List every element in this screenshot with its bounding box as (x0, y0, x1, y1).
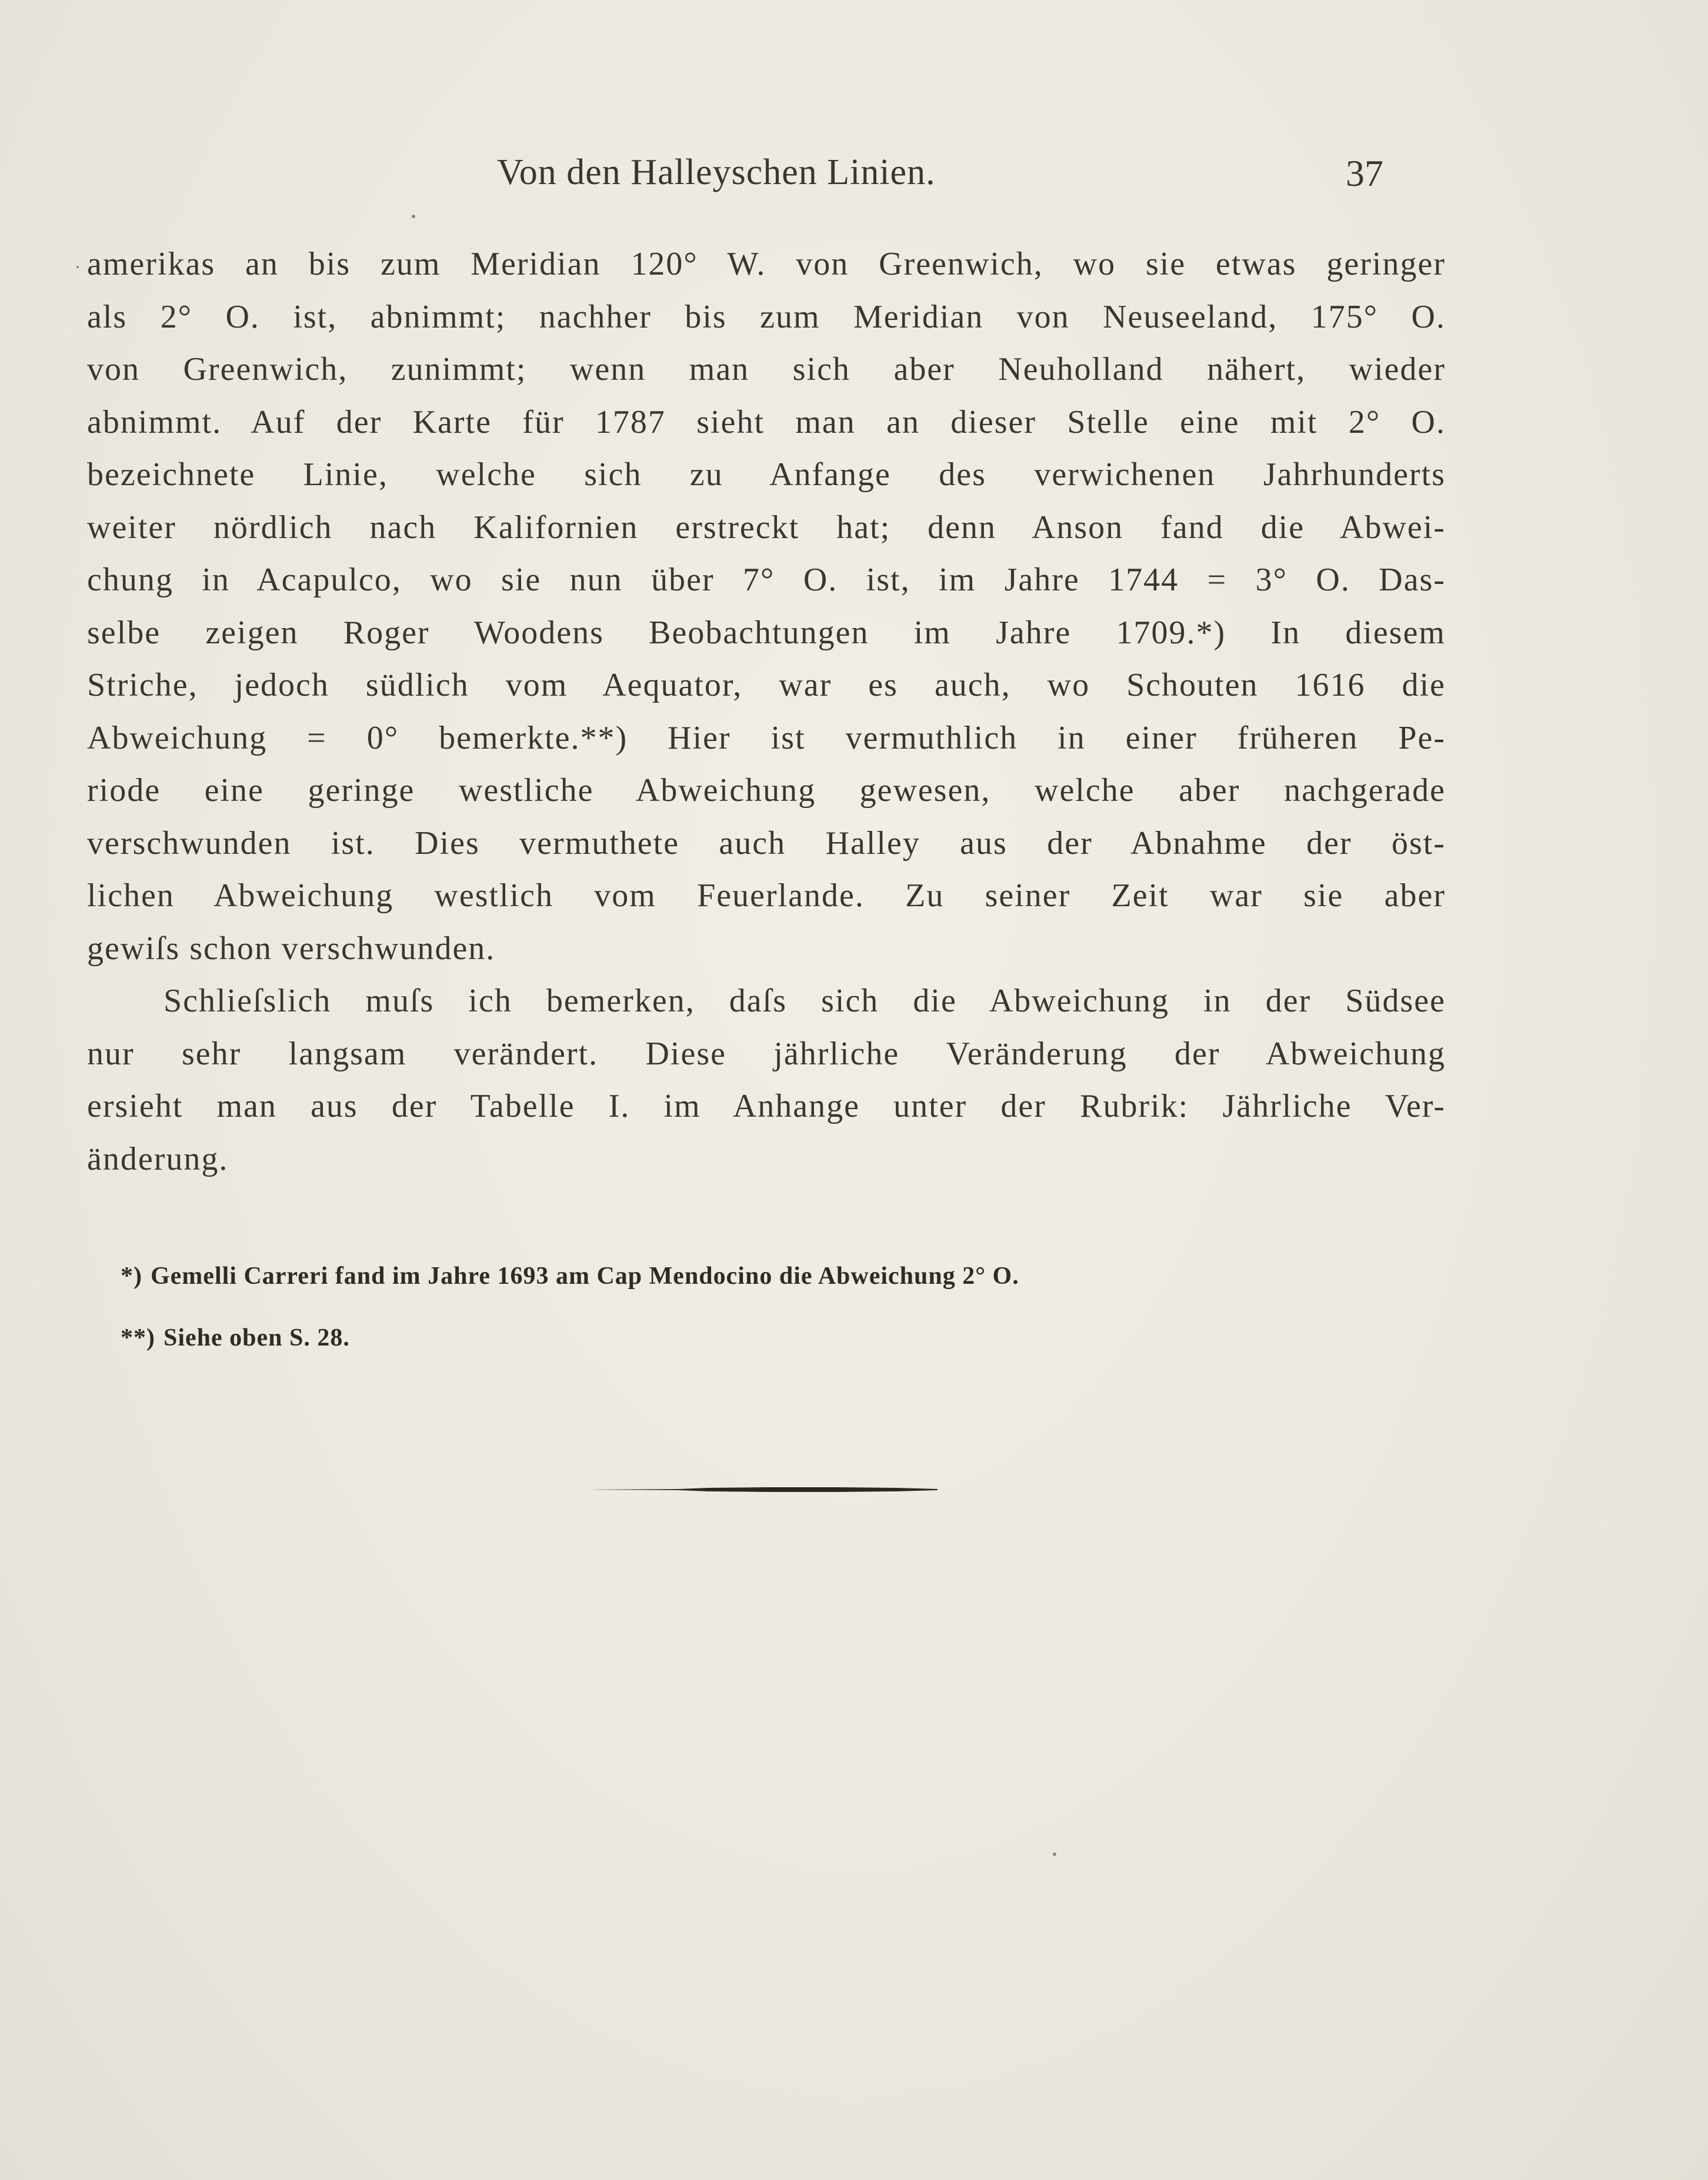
text-line: ersieht man aus der Tabelle I. im Anhange unter der Rubrik: Jährliche Ver- (87, 1088, 1446, 1124)
footnote-text: Siehe oben S. 28. (164, 1324, 350, 1351)
body-text (87, 238, 1446, 1186)
text-line: lichen Abweichung westlich vom Feuerlande. Zu seiner Zeit war sie aber (87, 877, 1446, 914)
footnote-mark: **) (121, 1324, 155, 1351)
footnote-mark: *) (121, 1263, 142, 1290)
text-line: nur sehr langsam verändert. Diese jährliche Veränderung der Abweichung (87, 1035, 1446, 1072)
footnotes (121, 1246, 1356, 1369)
text-line: Schlieſslich muſs ich bemerken, daſs sich die Abweichung in der Südsee (164, 983, 1446, 1019)
running-head (0, 152, 1708, 199)
paper-speck (76, 266, 79, 268)
text-line: bezeichnete Linie, welche sich zu Anfange des verwichenen Jahrhunderts (87, 456, 1446, 493)
text-line: Striche, jedoch südlich vom Aequator, war es auch, wo Schouten 1616 die (87, 667, 1446, 703)
paper-speck (412, 215, 415, 218)
page-number: 37 (1346, 152, 1383, 194)
footnote (121, 1246, 1356, 1307)
footnote (121, 1307, 1356, 1369)
text-line: von Greenwich, zunimmt; wenn man sich aber Neuholland nähert, wieder (87, 351, 1446, 388)
text-line: amerikas an bis zum Meridian 120° W. von Greenwich, wo sie etwas geringer (87, 246, 1446, 282)
text-line: gewiſs schon verschwunden. (87, 930, 496, 967)
text-line: Abweichung = 0° bemerkte.**) Hier ist vermuthlich in einer früheren Pe- (87, 719, 1446, 756)
page-title: Von den Halleyschen Linien. (497, 152, 936, 192)
text-line: verschwunden ist. Dies vermuthete auch Halley aus der Abnahme der öst- (87, 824, 1446, 862)
text-line: weiter nördlich nach Kalifornien erstreckt hat; denn Anson fand die Abwei- (87, 509, 1446, 546)
text-line: riode eine geringe westliche Abweichung gewesen, welche aber nachgerade (87, 772, 1446, 809)
text-line: abnimmt. Auf der Karte für 1787 sieht man an dieser Stelle eine mit 2° O. (87, 403, 1446, 440)
section-end-rule (591, 1485, 938, 1494)
text-line: selbe zeigen Roger Woodens Beobachtungen im Jahre 1709.*) In diesem (87, 614, 1446, 651)
footnote-text: Gemelli Carreri fand im Jahre 1693 am Cap Mendocino die Abweichung 2° O. (151, 1263, 1019, 1290)
text-line: als 2° O. ist, abnimmt; nachher bis zum Meridian von Neuseeland, 175° O. (87, 298, 1446, 335)
paper-speck (1053, 1852, 1056, 1856)
text-line: änderung. (87, 1140, 229, 1177)
text-line: chung in Acapulco, wo sie nun über 7° O. ist, im Jahre 1744 = 3° O. Das- (87, 562, 1446, 598)
